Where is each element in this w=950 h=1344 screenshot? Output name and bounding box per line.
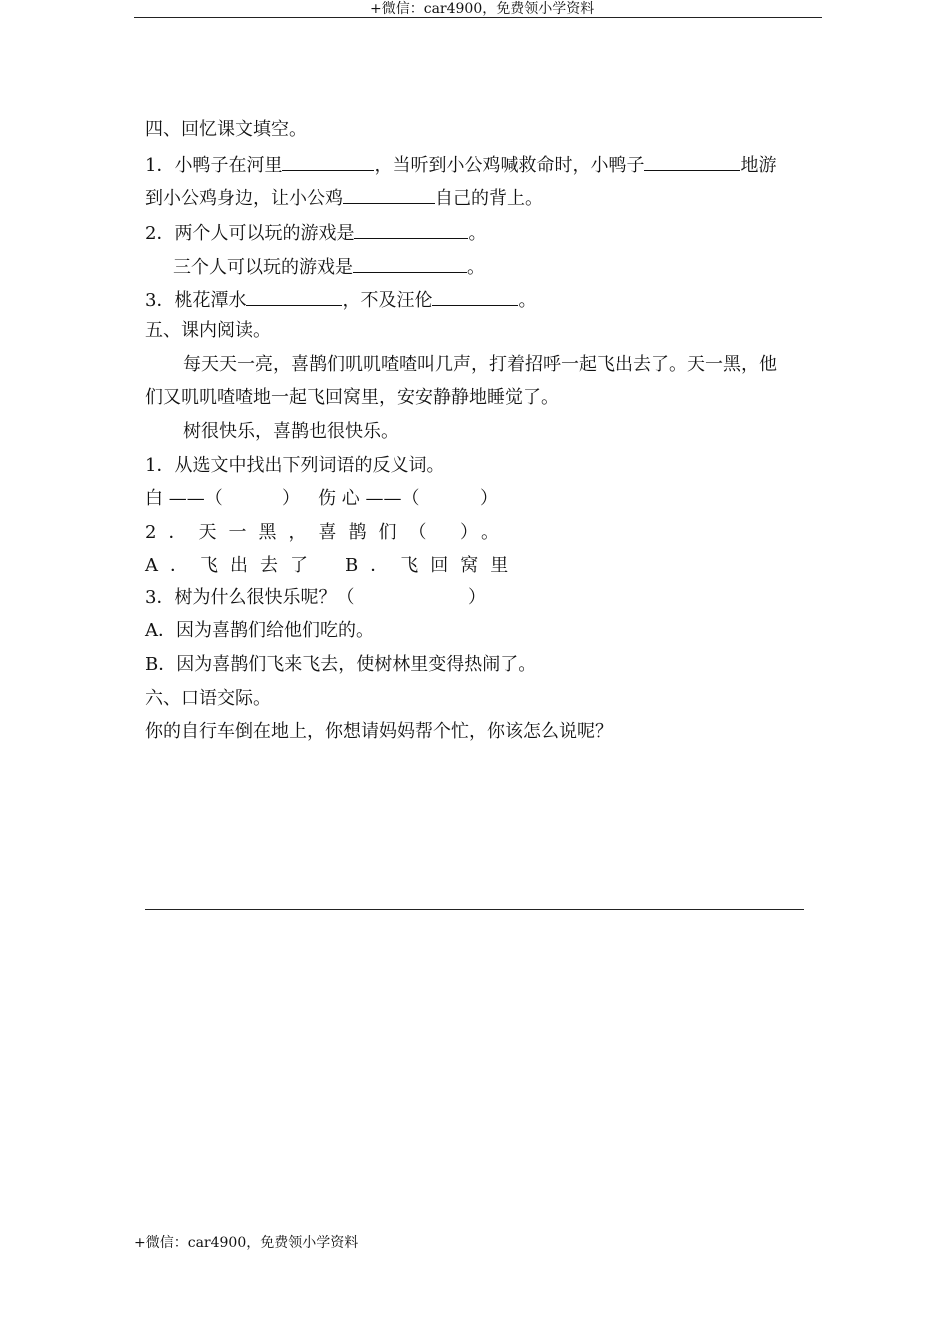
s5-q1-title: 1．从选文中找出下列词语的反义词。	[145, 455, 445, 476]
s4-q2-end2: 。	[467, 257, 485, 278]
s5-q1-item1-close: ）	[282, 488, 300, 509]
answer-blank[interactable]	[354, 220, 468, 239]
answer-blank[interactable]	[282, 152, 374, 171]
s4-q3	[145, 287, 536, 312]
s4-q3-part1: 3．桃花潭水	[145, 290, 247, 311]
s5-q3-option-a: A．因为喜鹊们给他们吃的。	[145, 620, 374, 641]
s5-q3-close: ）	[468, 587, 486, 608]
answer-line[interactable]	[145, 909, 804, 910]
passage-line1: 每天天一亮，喜鹊们叽叽喳喳叫几声，打着招呼一起飞出去了。天一黑，他	[183, 354, 777, 375]
s5-q2-option-b: B．飞回窝里	[345, 555, 521, 576]
s5-q2-close: ）。	[460, 522, 511, 543]
s4-q1-part2: ，当听到小公鸡喊救命时，小鸭子	[374, 155, 645, 176]
header-rule	[134, 17, 822, 18]
s5-q3-text: 3．树为什么很快乐呢？（	[145, 587, 355, 608]
s4-q3-end: 。	[518, 290, 537, 311]
s4-q1-part3: 地游	[740, 155, 777, 176]
s4-q2-line1	[145, 220, 486, 245]
answer-blank[interactable]	[353, 254, 467, 273]
s4-q1-line2	[145, 185, 543, 210]
section4-title: 四、回忆课文填空。	[145, 119, 307, 140]
s4-q2-text2: 三个人可以玩的游戏是	[173, 257, 353, 278]
s5-q2-option-a: A．飞出去了	[145, 555, 320, 576]
s4-q1-part5: 自己的背上。	[435, 188, 543, 209]
answer-blank[interactable]	[246, 287, 342, 306]
s5-q1-item1-text: 白 ——（	[145, 488, 223, 509]
s5-q1-item2-close: ）	[480, 488, 498, 509]
s4-q1-part1: 1．小鸭子在河里	[145, 155, 283, 176]
s5-q2-text: 2．天一黑，喜鹊们（	[145, 522, 439, 543]
s5-q1-item1	[145, 488, 223, 510]
answer-blank[interactable]	[432, 287, 518, 306]
answer-blank[interactable]	[343, 185, 435, 204]
s4-q1-part4: 到小公鸡身边，让小公鸡	[145, 188, 343, 209]
s5-q3-option-b: B．因为喜鹊们飞来飞去，使树林里变得热闹了。	[145, 654, 537, 675]
header-text: +微信：car4900，免费领小学资料	[370, 1, 595, 17]
s4-q3-part2: ，不及汪伦	[342, 290, 433, 311]
s4-q2-text1: 2．两个人可以玩的游戏是	[145, 223, 355, 244]
section6-title: 六、口语交际。	[145, 688, 271, 709]
s4-q2-end1: 。	[468, 223, 487, 244]
passage-line3: 树很快乐，喜鹊也很快乐。	[183, 421, 399, 442]
s4-q1-line1	[145, 152, 776, 177]
answer-blank[interactable]	[644, 152, 740, 171]
s5-q1-item2: 伤 心 ——（	[318, 488, 420, 509]
s4-q2-line2	[173, 254, 485, 279]
passage-line2: 们又叽叽喳喳地一起飞回窝里，安安静静地睡觉了。	[145, 387, 559, 408]
footer-text: +微信：car4900，免费领小学资料	[134, 1235, 359, 1251]
section5-title: 五、课内阅读。	[145, 320, 271, 341]
s6-question: 你的自行车倒在地上，你想请妈妈帮个忙，你该怎么说呢？	[145, 721, 613, 742]
